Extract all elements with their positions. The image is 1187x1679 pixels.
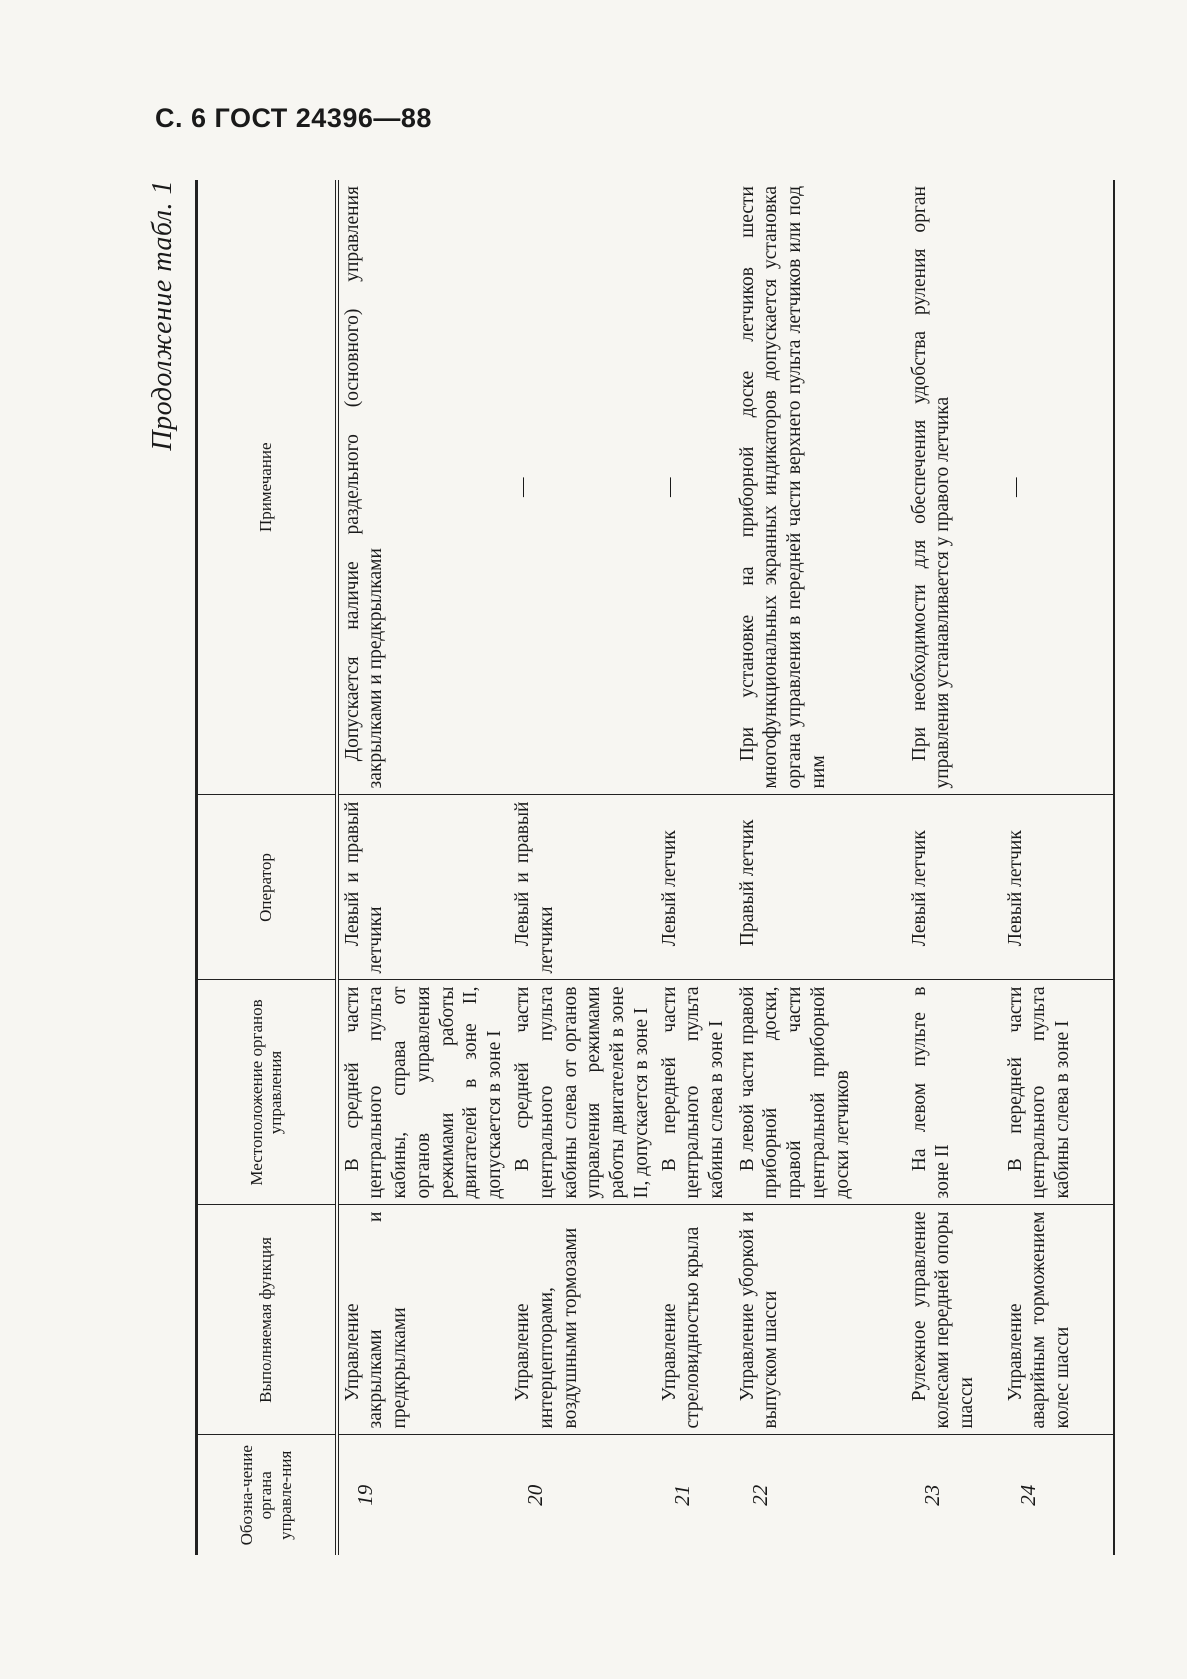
row-number: 21 xyxy=(656,1435,734,1555)
row-function: Управление закрылками и предкрылками xyxy=(337,1205,509,1435)
row-operator: Левый летчик xyxy=(906,795,1002,980)
row-number: 19 xyxy=(337,1435,509,1555)
controls-table xyxy=(195,180,1115,1555)
row-number: 22 xyxy=(734,1435,906,1555)
row-function: Управление интерцепторами, воздушными тормозами xyxy=(509,1205,656,1435)
table-row xyxy=(509,180,656,1555)
row-number: 23 xyxy=(906,1435,1002,1555)
table-header-row xyxy=(197,180,337,1555)
page-header: С. 6 ГОСТ 24396—88 xyxy=(155,103,432,133)
row-operator: Правый летчик xyxy=(734,795,906,980)
table-row xyxy=(337,180,509,1555)
table-row xyxy=(1002,180,1114,1555)
row-function: Рулежное управление колесами передней опоры шасси xyxy=(906,1205,1002,1435)
row-operator: Левый летчик xyxy=(656,795,734,980)
table-row xyxy=(734,180,906,1555)
row-note: При установке на приборной доске летчиков шести многофункциональных экранных индикаторов допускается установка органа управления в передней части верхнего пульта летчиков или под ним xyxy=(736,186,829,789)
row-operator: Левый и правый летчики xyxy=(509,795,656,980)
row-number: 20 xyxy=(509,1435,656,1555)
row-location: В передней части центрального пульта кабины слева в зоне I xyxy=(1002,980,1114,1205)
table-row xyxy=(656,180,734,1555)
row-location: В средней части центрального пульта кабины слева от органов управления режимами работы двигателей в зоне II, допускается в зоне I xyxy=(509,980,656,1205)
row-location: В передней части центрального пульта кабины слева в зоне I xyxy=(656,980,734,1205)
col-header-function: Выполняемая функция xyxy=(197,1205,337,1435)
row-number: 24 xyxy=(1002,1435,1114,1555)
col-header-location: Местоположение органов управления xyxy=(197,980,337,1205)
rotated-table-block xyxy=(147,180,1115,1555)
row-note: При необходимости для обеспечения удобства руления орган управления устанавливается у правого летчика xyxy=(908,186,954,789)
col-header-note: Примечание xyxy=(197,180,337,795)
table-caption: Продолжение табл. 1 xyxy=(147,180,178,451)
table-row xyxy=(906,180,1002,1555)
row-location: В левой части правой приборной доски, правой части центральной приборной доски летчиков xyxy=(734,980,906,1205)
col-header-designation: Обозна-чение органа управле-ния xyxy=(197,1435,337,1555)
row-note: Допускается наличие раздельного (основного) управления закрылками и предкрылками xyxy=(341,186,387,789)
row-note: — xyxy=(658,477,680,497)
row-note: — xyxy=(511,477,533,497)
row-note: — xyxy=(1002,180,1114,795)
row-function: Управление уборкой и выпуском шасси xyxy=(734,1205,906,1435)
row-function: Управление стреловидностью крыла xyxy=(656,1205,734,1435)
row-function: Управление аварийным торможением колес шасси xyxy=(1002,1205,1114,1435)
row-operator: Левый летчик xyxy=(1002,795,1114,980)
row-operator: Левый и правый летчики xyxy=(337,795,509,980)
row-location: На левом пульте в зоне II xyxy=(906,980,1002,1205)
col-header-operator: Оператор xyxy=(197,795,337,980)
row-location: В средней части центрального пульта кабины, справа от органов управления режимами работы двигателей в зоне II, допускается в зоне I xyxy=(337,980,509,1205)
